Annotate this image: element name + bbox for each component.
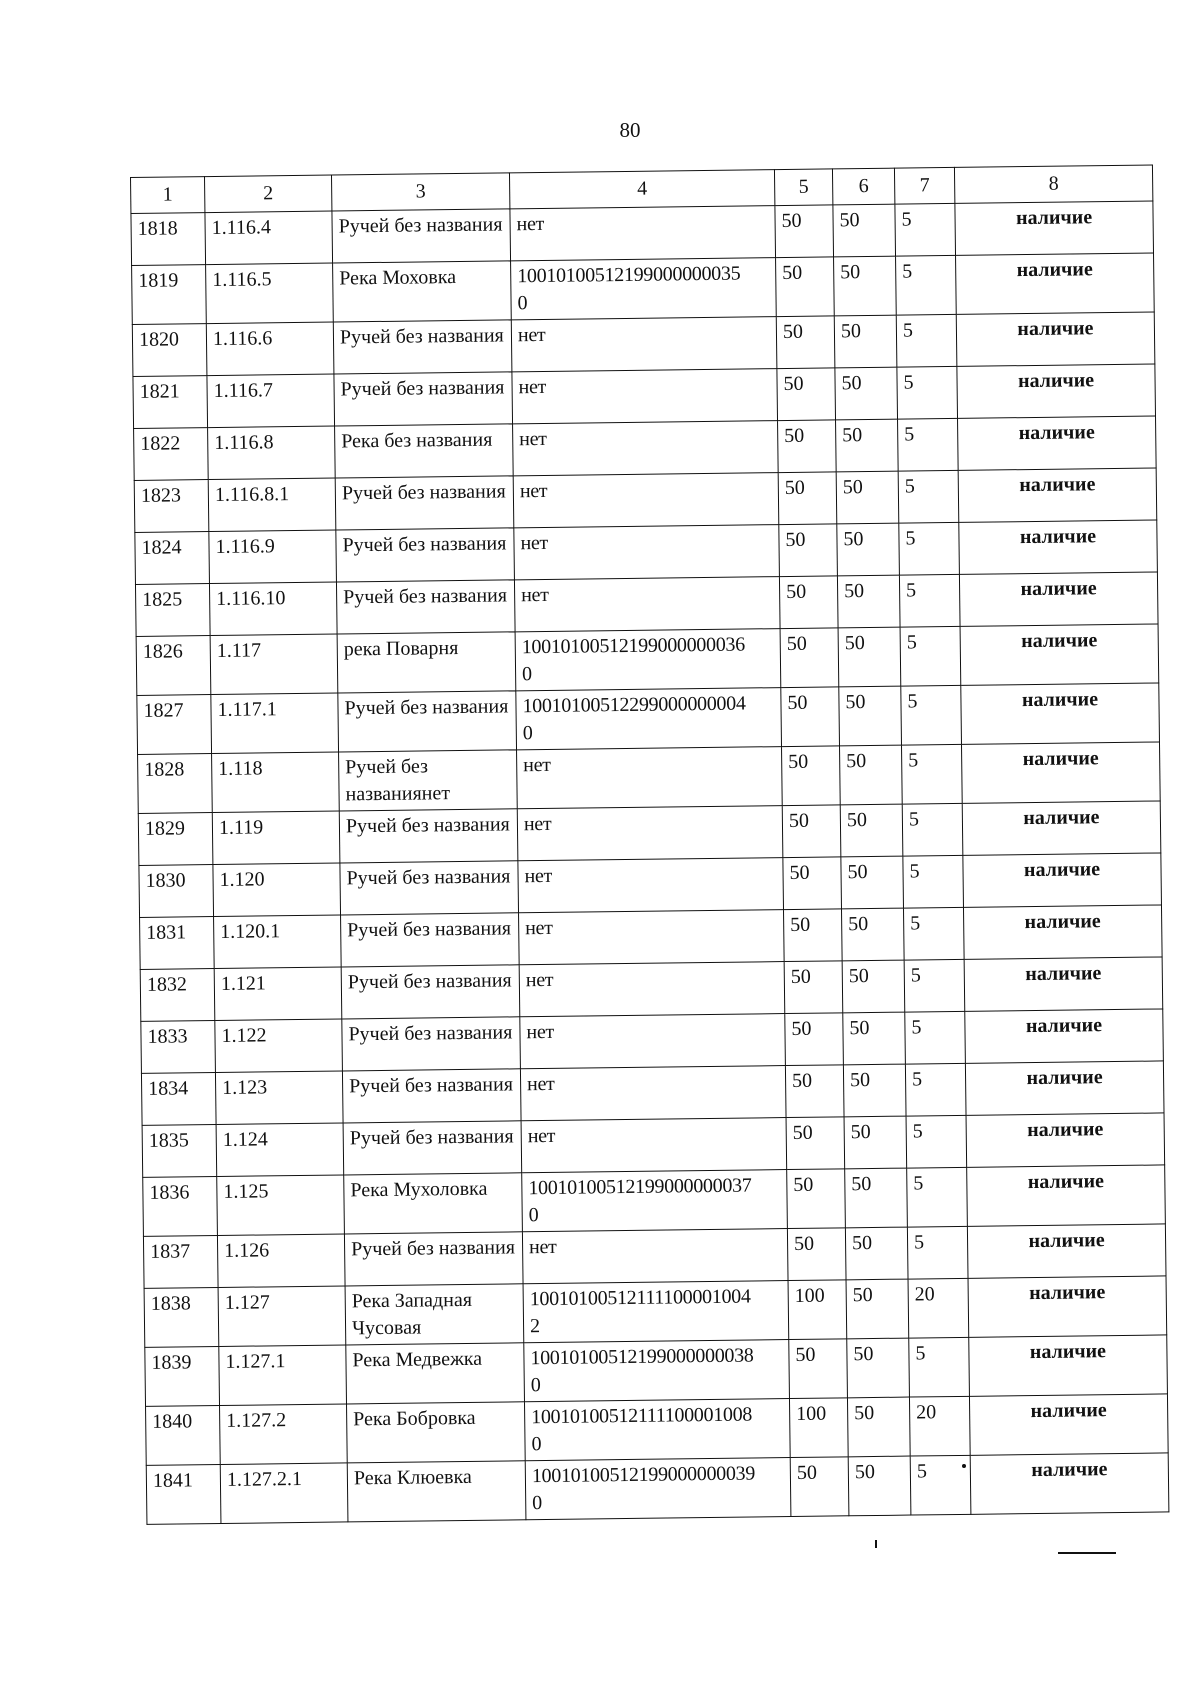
column-5-cell: 50 xyxy=(778,472,837,525)
water-body-name-cell: Ручей без названия xyxy=(336,580,515,634)
registry-code-tail: 0 xyxy=(517,292,528,315)
status-cell: наличие xyxy=(961,742,1160,803)
column-6-cell: 50 xyxy=(836,471,899,524)
column-6-cell: 50 xyxy=(846,1279,909,1339)
water-body-name-cell: Ручей без названия xyxy=(333,320,512,374)
water-body-name-cell: Река Бобровка xyxy=(347,1402,526,1463)
status-cell: наличие xyxy=(962,801,1161,855)
row-number-cell: 1837 xyxy=(143,1236,218,1289)
water-body-name-cell: Ручей без названия xyxy=(341,965,520,1019)
row-number-cell: 1826 xyxy=(136,636,211,696)
column-7-cell: 5 xyxy=(905,1063,966,1116)
column-5-cell: 50 xyxy=(776,316,835,369)
registry-code-tail: 0 xyxy=(521,663,532,686)
column-5-cell: 50 xyxy=(783,857,842,910)
water-body-name-cell: Река без названия xyxy=(335,424,514,478)
column-6-cell: 50 xyxy=(840,804,903,857)
row-code-cell: 1.116.8 xyxy=(208,426,336,480)
column-5-cell: 100 xyxy=(788,1280,847,1340)
row-number-cell: 1828 xyxy=(138,754,213,814)
registry-code-main: 10010100512199000000038 xyxy=(530,1344,754,1370)
status-cell: наличие xyxy=(969,1335,1168,1396)
water-body-name-cell: Ручей без названия xyxy=(340,861,519,915)
column-5-cell: 50 xyxy=(784,961,843,1014)
registry-code-cell xyxy=(523,1281,789,1343)
row-code-cell: 1.116.7 xyxy=(207,374,335,428)
water-body-name-cell: Ручей без названия xyxy=(339,809,518,863)
scan-mark xyxy=(875,1540,877,1548)
water-body-name-cell: Ручей без названия xyxy=(343,1121,522,1175)
column-header: 7 xyxy=(894,167,954,204)
registry-code-cell: нет xyxy=(510,206,776,261)
registry-code-cell: нет xyxy=(513,473,779,528)
column-7-cell: 5 xyxy=(895,203,956,256)
data-table xyxy=(130,165,1169,1525)
status-cell: наличие xyxy=(967,1224,1166,1278)
column-6-cell: 50 xyxy=(843,1064,906,1117)
registry-code-cell: нет xyxy=(517,806,783,861)
column-6-cell: 50 xyxy=(841,856,904,909)
status-cell: наличие xyxy=(959,520,1158,574)
column-6-cell: 50 xyxy=(844,1116,907,1169)
row-code-cell: 1.123 xyxy=(215,1071,343,1125)
row-number-cell: 1835 xyxy=(142,1125,217,1178)
column-7-cell: 5 xyxy=(901,685,962,745)
water-body-name-cell: Ручей без названия xyxy=(332,209,511,263)
registry-code-main: 10010100512299000000004 xyxy=(522,692,746,718)
column-5-cell: 50 xyxy=(789,1339,848,1399)
status-cell: наличие xyxy=(957,364,1156,418)
row-number-cell: 1833 xyxy=(141,1021,216,1074)
registry-code-main: 10010100512199000000036 xyxy=(521,633,746,659)
registry-code-tail: 0 xyxy=(532,1492,543,1515)
row-code-cell: 1.127.2 xyxy=(220,1404,348,1465)
water-body-name-cell: Ручей без названия xyxy=(341,913,520,967)
status-cell: наличие xyxy=(966,1113,1165,1167)
row-code-cell: 1.116.8.1 xyxy=(208,478,336,532)
row-code-cell: 1.121 xyxy=(214,967,342,1021)
water-body-name-cell: Ручей без названия xyxy=(342,1017,521,1071)
row-number-cell: 1836 xyxy=(143,1177,218,1237)
row-code-cell: 1.127.2.1 xyxy=(220,1463,348,1524)
row-code-cell: 1.116.6 xyxy=(206,322,334,376)
status-cell: наличие xyxy=(958,416,1157,470)
row-number-cell: 1819 xyxy=(132,265,207,325)
column-7-cell: 5 xyxy=(897,366,958,419)
column-5-cell: 50 xyxy=(786,1117,845,1170)
column-7-cell: 5 xyxy=(910,1455,971,1515)
column-5-cell: 50 xyxy=(783,909,842,962)
column-7-cell: 20 xyxy=(908,1278,969,1338)
row-number-cell: 1839 xyxy=(145,1347,220,1407)
row-code-cell: 1.125 xyxy=(217,1175,345,1236)
column-5-cell: 50 xyxy=(781,687,840,747)
row-number-cell: 1830 xyxy=(139,865,214,918)
column-5-cell: 50 xyxy=(777,368,836,421)
registry-code-cell: нет xyxy=(519,962,785,1017)
row-number-cell: 1822 xyxy=(134,428,209,481)
column-6-cell: 50 xyxy=(833,204,896,257)
column-6-cell: 50 xyxy=(843,1012,906,1065)
water-body-name-cell: Ручей без названия xyxy=(334,372,513,426)
row-number-cell: 1823 xyxy=(134,480,209,533)
registry-code-cell xyxy=(524,1340,790,1402)
column-5-cell: 50 xyxy=(787,1169,846,1229)
column-7-cell: 5 xyxy=(906,1115,967,1168)
column-7-cell: 5 xyxy=(896,255,957,315)
row-number-cell: 1832 xyxy=(140,969,215,1022)
column-5-cell: 50 xyxy=(782,805,841,858)
registry-code-tail: 0 xyxy=(531,1433,542,1456)
water-body-name-cell: Ручей без названия xyxy=(342,1069,521,1123)
column-5-cell: 50 xyxy=(782,746,841,806)
column-5-cell: 50 xyxy=(776,257,835,317)
column-5-cell: 100 xyxy=(789,1398,848,1458)
column-header: 3 xyxy=(331,173,509,211)
row-code-cell: 1.119 xyxy=(212,811,340,865)
column-5-cell: 50 xyxy=(787,1228,846,1281)
row-number-cell: 1821 xyxy=(133,376,208,429)
water-body-name-cell: Река Западная Чусовая xyxy=(345,1284,524,1345)
column-6-cell: 50 xyxy=(845,1168,908,1228)
column-5-cell: 50 xyxy=(780,628,839,688)
registry-code-main: 10010100512199000000035 xyxy=(517,262,741,288)
registry-code-main: 10010100512111100001004 xyxy=(529,1285,751,1311)
registry-code-cell xyxy=(515,629,781,691)
column-5-cell: 50 xyxy=(778,420,837,473)
column-5-cell: 50 xyxy=(790,1457,849,1517)
column-7-cell: 5 xyxy=(898,418,959,471)
row-number-cell: 1838 xyxy=(144,1288,219,1348)
table-row xyxy=(146,1453,1169,1524)
water-body-name-cell: Ручей без названия xyxy=(344,1232,523,1286)
row-code-cell: 1.120 xyxy=(213,863,341,917)
status-cell: наличие xyxy=(970,1453,1169,1514)
row-number-cell: 1820 xyxy=(132,324,207,377)
status-cell: наличие xyxy=(956,253,1155,314)
status-cell: наличие xyxy=(958,468,1157,522)
status-cell: наличие xyxy=(969,1394,1168,1455)
column-7-cell: 5 xyxy=(904,959,965,1012)
status-cell: наличие xyxy=(959,572,1158,626)
status-cell: наличие xyxy=(963,853,1162,907)
column-6-cell: 50 xyxy=(847,1338,910,1398)
column-6-cell: 50 xyxy=(841,908,904,961)
column-7-cell: 20 xyxy=(909,1396,970,1456)
column-7-cell: 5 xyxy=(896,314,957,367)
column-7-cell: 5 xyxy=(901,744,962,804)
row-code-cell: 1.117.1 xyxy=(211,693,339,754)
row-code-cell: 1.124 xyxy=(216,1123,344,1177)
status-cell: наличие xyxy=(965,1061,1164,1115)
registry-code-tail: 0 xyxy=(528,1204,539,1227)
registry-code-tail: 0 xyxy=(530,1374,541,1397)
status-cell: наличие xyxy=(955,201,1154,255)
column-5-cell: 50 xyxy=(779,576,838,629)
column-6-cell: 50 xyxy=(840,745,903,805)
row-number-cell: 1840 xyxy=(146,1405,221,1465)
column-7-cell: 5 xyxy=(898,470,959,523)
row-code-cell: 1.116.5 xyxy=(206,263,334,324)
column-6-cell: 50 xyxy=(837,523,900,576)
water-body-name-cell: Ручей без названия xyxy=(336,528,515,582)
column-5-cell: 50 xyxy=(779,524,838,577)
column-7-cell: 5 xyxy=(899,522,960,575)
status-cell: наличие xyxy=(964,957,1163,1011)
water-body-name-cell: река Поварня xyxy=(337,632,516,693)
column-7-cell: 5 xyxy=(905,1011,966,1064)
row-number-cell: 1825 xyxy=(135,584,210,637)
registry-code-cell: нет xyxy=(514,577,780,632)
column-6-cell: 50 xyxy=(838,627,901,687)
registry-code-cell: нет xyxy=(518,858,784,913)
registry-code-cell: нет xyxy=(520,1014,786,1069)
row-number-cell: 1818 xyxy=(131,213,206,266)
status-cell: наличие xyxy=(961,683,1160,744)
row-number-cell: 1827 xyxy=(137,695,212,755)
registry-code-cell: нет xyxy=(522,1229,788,1284)
row-code-cell: 1.116.10 xyxy=(209,582,337,636)
column-7-cell: 5 xyxy=(903,907,964,960)
column-7-cell: 5 xyxy=(900,626,961,686)
water-body-name-cell: Ручей без названия xyxy=(335,476,514,530)
column-6-cell: 50 xyxy=(836,419,899,472)
registry-code-tail: 0 xyxy=(522,722,533,745)
status-cell: наличие xyxy=(965,1009,1164,1063)
page-number: 80 xyxy=(619,118,641,142)
water-body-name-cell: Ручей без названия xyxy=(338,691,517,752)
registry-code-cell: нет xyxy=(514,525,780,580)
scan-line xyxy=(1058,1552,1116,1554)
column-6-cell: 50 xyxy=(834,315,897,368)
row-code-cell: 1.116.9 xyxy=(209,530,337,584)
column-6-cell: 50 xyxy=(848,1456,911,1516)
scan-speck xyxy=(962,1464,966,1468)
column-7-cell: 5 xyxy=(909,1337,970,1397)
column-5-cell: 50 xyxy=(775,205,834,258)
registry-code-cell xyxy=(522,1170,788,1232)
registry-code-cell xyxy=(525,1458,791,1520)
registry-code-main: 10010100512199000000037 xyxy=(528,1174,752,1200)
registry-code-main: 10010100512111100001008 xyxy=(531,1403,753,1429)
row-code-cell: 1.118 xyxy=(212,752,340,813)
water-body-name-cell: Ручей без названиянет xyxy=(339,750,518,811)
status-cell: наличие xyxy=(968,1276,1167,1337)
water-body-name-cell: Река Мухоловка xyxy=(344,1173,523,1234)
column-7-cell: 5 xyxy=(902,803,963,856)
column-7-cell: 5 xyxy=(907,1167,968,1227)
registry-code-cell xyxy=(511,258,777,320)
row-code-cell: 1.116.4 xyxy=(205,211,333,265)
column-header: 8 xyxy=(954,165,1152,203)
registry-code-cell: нет xyxy=(520,1066,786,1121)
row-code-cell: 1.120.1 xyxy=(214,915,342,969)
registry-code-main: 10010100512199000000039 xyxy=(531,1462,756,1488)
row-code-cell: 1.126 xyxy=(217,1234,345,1288)
row-code-cell: 1.127 xyxy=(218,1286,346,1347)
registry-code-cell: нет xyxy=(519,910,785,965)
column-header: 2 xyxy=(205,175,332,213)
row-code-cell: 1.117 xyxy=(210,634,338,695)
row-number-cell: 1829 xyxy=(138,813,213,866)
row-code-cell: 1.127.1 xyxy=(219,1345,347,1406)
row-number-cell: 1824 xyxy=(135,532,210,585)
registry-code-cell: нет xyxy=(513,421,779,476)
registry-code-cell: нет xyxy=(517,747,783,809)
column-header: 5 xyxy=(774,169,832,206)
column-6-cell: 50 xyxy=(845,1227,908,1280)
column-6-cell: 50 xyxy=(839,686,902,746)
column-header: 4 xyxy=(509,170,774,209)
registry-code-cell: нет xyxy=(512,369,778,424)
water-body-name-cell: Река Медвежка xyxy=(346,1343,525,1404)
row-number-cell: 1831 xyxy=(140,917,215,970)
registry-code-cell: нет xyxy=(521,1118,787,1173)
water-body-name-cell: Река Моховка xyxy=(333,261,512,322)
status-cell: наличие xyxy=(956,312,1155,366)
column-7-cell: 5 xyxy=(907,1226,968,1279)
column-6-cell: 50 xyxy=(842,960,905,1013)
registry-code-cell xyxy=(524,1399,790,1461)
column-6-cell: 50 xyxy=(834,256,897,316)
status-cell: наличие xyxy=(963,905,1162,959)
row-number-cell: 1841 xyxy=(146,1464,221,1524)
status-cell: наличие xyxy=(960,624,1159,685)
registry-code-cell xyxy=(516,688,782,750)
column-6-cell: 50 xyxy=(837,575,900,628)
registry-code-cell: нет xyxy=(511,317,777,372)
row-number-cell: 1834 xyxy=(141,1073,216,1126)
column-header: 1 xyxy=(131,177,205,214)
column-7-cell: 5 xyxy=(899,574,960,627)
column-5-cell: 50 xyxy=(785,1013,844,1066)
registry-code-tail: 2 xyxy=(529,1315,540,1338)
water-body-name-cell: Река Клюевка xyxy=(347,1461,526,1522)
column-header: 6 xyxy=(832,168,894,205)
column-5-cell: 50 xyxy=(785,1065,844,1118)
column-7-cell: 5 xyxy=(903,855,964,908)
column-6-cell: 50 xyxy=(847,1397,910,1457)
status-cell: наличие xyxy=(967,1165,1166,1226)
row-code-cell: 1.122 xyxy=(215,1019,343,1073)
column-6-cell: 50 xyxy=(835,367,898,420)
